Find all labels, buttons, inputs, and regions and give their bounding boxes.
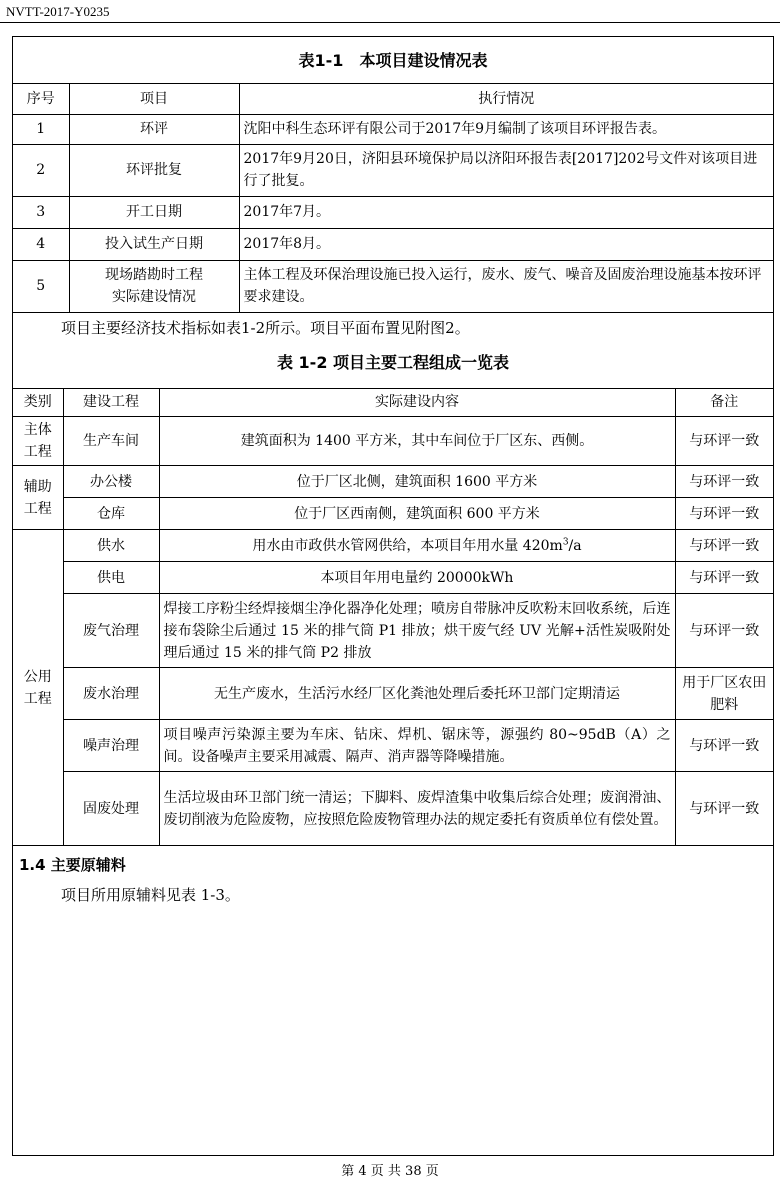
row-project: 废水治理	[63, 668, 159, 720]
row-note: 与环评一致	[675, 530, 773, 562]
table2-col-category: 类别	[13, 389, 63, 417]
document-code: NVTT-2017-Y0235	[6, 4, 110, 19]
row-content: 生活垃圾由环卫部门统一清运；下脚料、废焊渣集中收集后综合处理；废润滑油、废切削液为危险废物，应按照危险废物管理办法的规定委托有资质单位有偿处置。	[159, 772, 675, 846]
row-project: 固废处理	[63, 772, 159, 846]
row-project: 办公楼	[63, 466, 159, 498]
category-public	[13, 530, 63, 846]
row-note: 与环评一致	[675, 466, 773, 498]
row-note: 与环评一致	[675, 720, 773, 772]
table-row	[13, 720, 773, 772]
table1-title: 表1-1 本项目建设情况表	[13, 37, 773, 84]
row-note: 与环评一致	[675, 417, 773, 466]
table-row	[13, 228, 773, 260]
table-row	[13, 498, 773, 530]
row-item-line1: 现场踏勘时工程	[105, 267, 203, 283]
paragraph-indicators: 项目主要经济技术指标如表1-2所示。项目平面布置见附图2。	[61, 318, 470, 337]
row-no: 2	[13, 144, 69, 196]
row-no: 4	[13, 228, 69, 260]
table2-header-row	[13, 389, 773, 417]
table1-header-row	[13, 84, 773, 114]
table-row	[13, 594, 773, 668]
content-text: 用水由市政供水管网供给，本项目年用水量 420m	[252, 537, 563, 554]
category-main	[13, 417, 63, 466]
header-rule	[0, 22, 780, 23]
content-sup: 3	[562, 536, 569, 547]
row-item: 环评批复	[69, 144, 239, 196]
page-number: 第 4 页 共 38 页	[341, 1164, 439, 1179]
row-note: 与环评一致	[675, 594, 773, 668]
row-note: 与环评一致	[675, 562, 773, 594]
table-row	[13, 114, 773, 144]
row-note: 与环评一致	[675, 498, 773, 530]
table1-col-no: 序号	[13, 84, 69, 114]
row-status: 2017年7月。	[239, 196, 773, 228]
table2-title: 表 1-2 项目主要工程组成一览表	[13, 343, 773, 389]
table1-col-status: 执行情况	[239, 84, 773, 114]
section-heading: 1.4 主要原辅料	[19, 856, 126, 874]
row-content: 焊接工序粉尘经焊接烟尘净化器净化处理；喷房自带脉冲反吹粉末回收系统，后连接布袋除尘后通过 15 米的排气筒 P1 排放；烘干废气经 UV 光解+活性炭吸附处理后通过 15 米的排气筒 P2 排放	[159, 594, 675, 668]
content-tail: /a	[568, 537, 582, 554]
category-line2: 工程	[23, 690, 52, 707]
page-frame	[12, 36, 774, 1156]
row-note: 与环评一致	[675, 772, 773, 846]
row-content: 本项目年用电量约 20000kWh	[159, 562, 675, 594]
row-content: 项目噪声污染源主要为车床、钻床、焊机、锯床等，源强约 80~95dB（A）之间。设备噪声主要采用减震、隔声、消声器等降噪措施。	[159, 720, 675, 772]
category-line2: 工程	[23, 500, 52, 517]
row-content: 位于厂区西南侧，建筑面积 600 平方米	[159, 498, 675, 530]
table-row	[13, 196, 773, 228]
table1	[13, 84, 773, 313]
row-item-line2: 实际建设情况	[112, 289, 196, 305]
category-line2: 工程	[23, 444, 52, 460]
row-no: 3	[13, 196, 69, 228]
row-item	[69, 260, 239, 312]
category-line1: 主体	[23, 422, 52, 438]
table1-col-item: 项目	[69, 84, 239, 114]
row-no: 5	[13, 260, 69, 312]
table-row	[13, 562, 773, 594]
row-note: 用于厂区农田肥料	[675, 668, 773, 720]
row-status: 主体工程及环保治理设施已投入运行，废水、废气、噪音及固废治理设施基本按环评要求建设。	[239, 260, 773, 312]
row-item: 开工日期	[69, 196, 239, 228]
table-row	[13, 417, 773, 466]
row-status: 2017年8月。	[239, 228, 773, 260]
row-project: 废气治理	[63, 594, 159, 668]
table-row	[13, 772, 773, 846]
table-row	[13, 144, 773, 196]
section-text: 项目所用原辅料见表 1-3。	[61, 886, 240, 904]
row-no: 1	[13, 114, 69, 144]
table2-col-content: 实际建设内容	[159, 389, 675, 417]
row-item: 投入试生产日期	[69, 228, 239, 260]
table2-col-project: 建设工程	[63, 389, 159, 417]
table-row	[13, 668, 773, 720]
row-item: 环评	[69, 114, 239, 144]
row-content: 无生产废水，生活污水经厂区化粪池处理后委托环卫部门定期清运	[159, 668, 675, 720]
row-status: 2017年9月20日，济阳县环境保护局以济阳环报告表[2017]202号文件对该项目进行了批复。	[239, 144, 773, 196]
category-aux	[13, 466, 63, 530]
table2	[13, 389, 773, 847]
row-content: 位于厂区北侧，建筑面积 1600 平方米	[159, 466, 675, 498]
table-row	[13, 466, 773, 498]
row-project: 供电	[63, 562, 159, 594]
row-content	[159, 530, 675, 562]
table-row	[13, 260, 773, 312]
row-project: 供水	[63, 530, 159, 562]
category-line1: 辅助	[23, 478, 52, 495]
table-row	[13, 530, 773, 562]
row-project: 仓库	[63, 498, 159, 530]
row-status: 沈阳中科生态环评有限公司于2017年9月编制了该项目环评报告表。	[239, 114, 773, 144]
category-line1: 公用	[23, 668, 52, 685]
table2-col-note: 备注	[675, 389, 773, 417]
row-project: 噪声治理	[63, 720, 159, 772]
row-content: 建筑面积为 1400 平方米，其中车间位于厂区东、西侧。	[159, 417, 675, 466]
row-project: 生产车间	[63, 417, 159, 466]
